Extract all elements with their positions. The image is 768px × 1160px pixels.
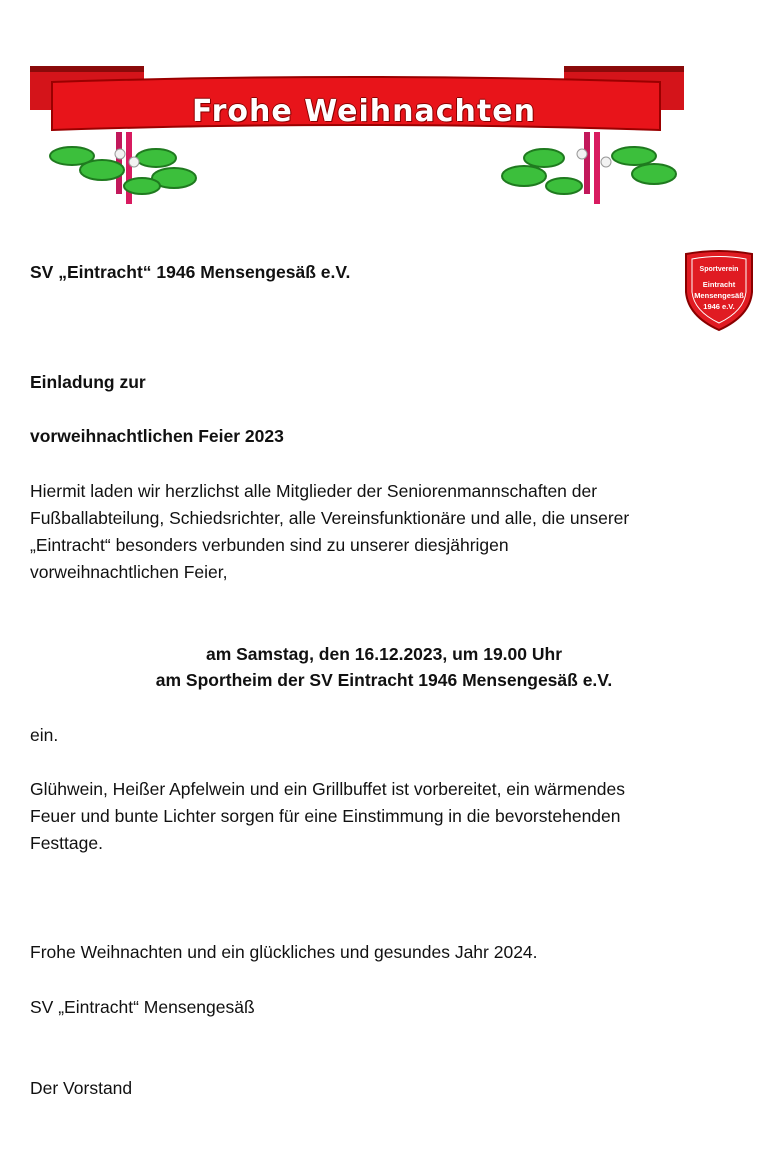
body-line-2: Fußballabteilung, Schiedsrichter, alle Vereinsfunktionäre und alle, die unserer (30, 508, 630, 528)
mistletoe-left-icon (50, 132, 196, 204)
details-line-1: Glühwein, Heißer Apfelwein und ein Grillbuffet ist vorbereitet, ein wärmendes (30, 779, 625, 799)
sender-line: SV „Eintracht“ Mensengesäß (30, 997, 255, 1017)
mistletoe-right-icon (502, 132, 676, 204)
invite-heading-line-1: Einladung zur (30, 372, 146, 392)
christmas-banner (24, 58, 690, 208)
ein-line: ein. (30, 725, 59, 745)
body-line-4: vorweihnachtlichen Feier, (30, 562, 228, 582)
body-line-3: „Eintracht“ besonders verbunden sind zu unserer diesjährigen (30, 535, 509, 555)
crest-label-2: Mensengesäß (694, 291, 744, 300)
crest-label-3: 1946 e.V. (703, 302, 735, 311)
signature-line: Der Vorstand (30, 1078, 133, 1098)
banner-title: Frohe Weihnachten (192, 93, 536, 129)
invite-heading-line-2: vorweihnachtlichen Feier 2023 (30, 426, 284, 446)
details-line-3: Festtage. (30, 833, 103, 853)
club-crest-logo (680, 248, 758, 332)
event-date-line: am Samstag, den 16.12.2023, um 19.00 Uhr (205, 644, 562, 664)
crest-label-1: Eintracht (702, 280, 736, 289)
event-place-line: am Sportheim der SV Eintracht 1946 Mensengesäß e.V. (155, 670, 613, 690)
shield-icon (680, 248, 758, 332)
body-line-1: Hiermit laden wir herzlichst alle Mitglieder der Seniorenmannschaften der (30, 481, 598, 501)
greeting-line: Frohe Weihnachten und ein glückliches und gesundes Jahr 2024. (30, 942, 538, 962)
details-line-2: Feuer und bunte Lichter sorgen für eine Einstimmung in die bevorstehenden (30, 806, 621, 826)
club-name-heading: SV „Eintracht“ 1946 Mensengesäß e.V. (30, 262, 351, 282)
crest-label-top: Sportverein (699, 266, 739, 273)
